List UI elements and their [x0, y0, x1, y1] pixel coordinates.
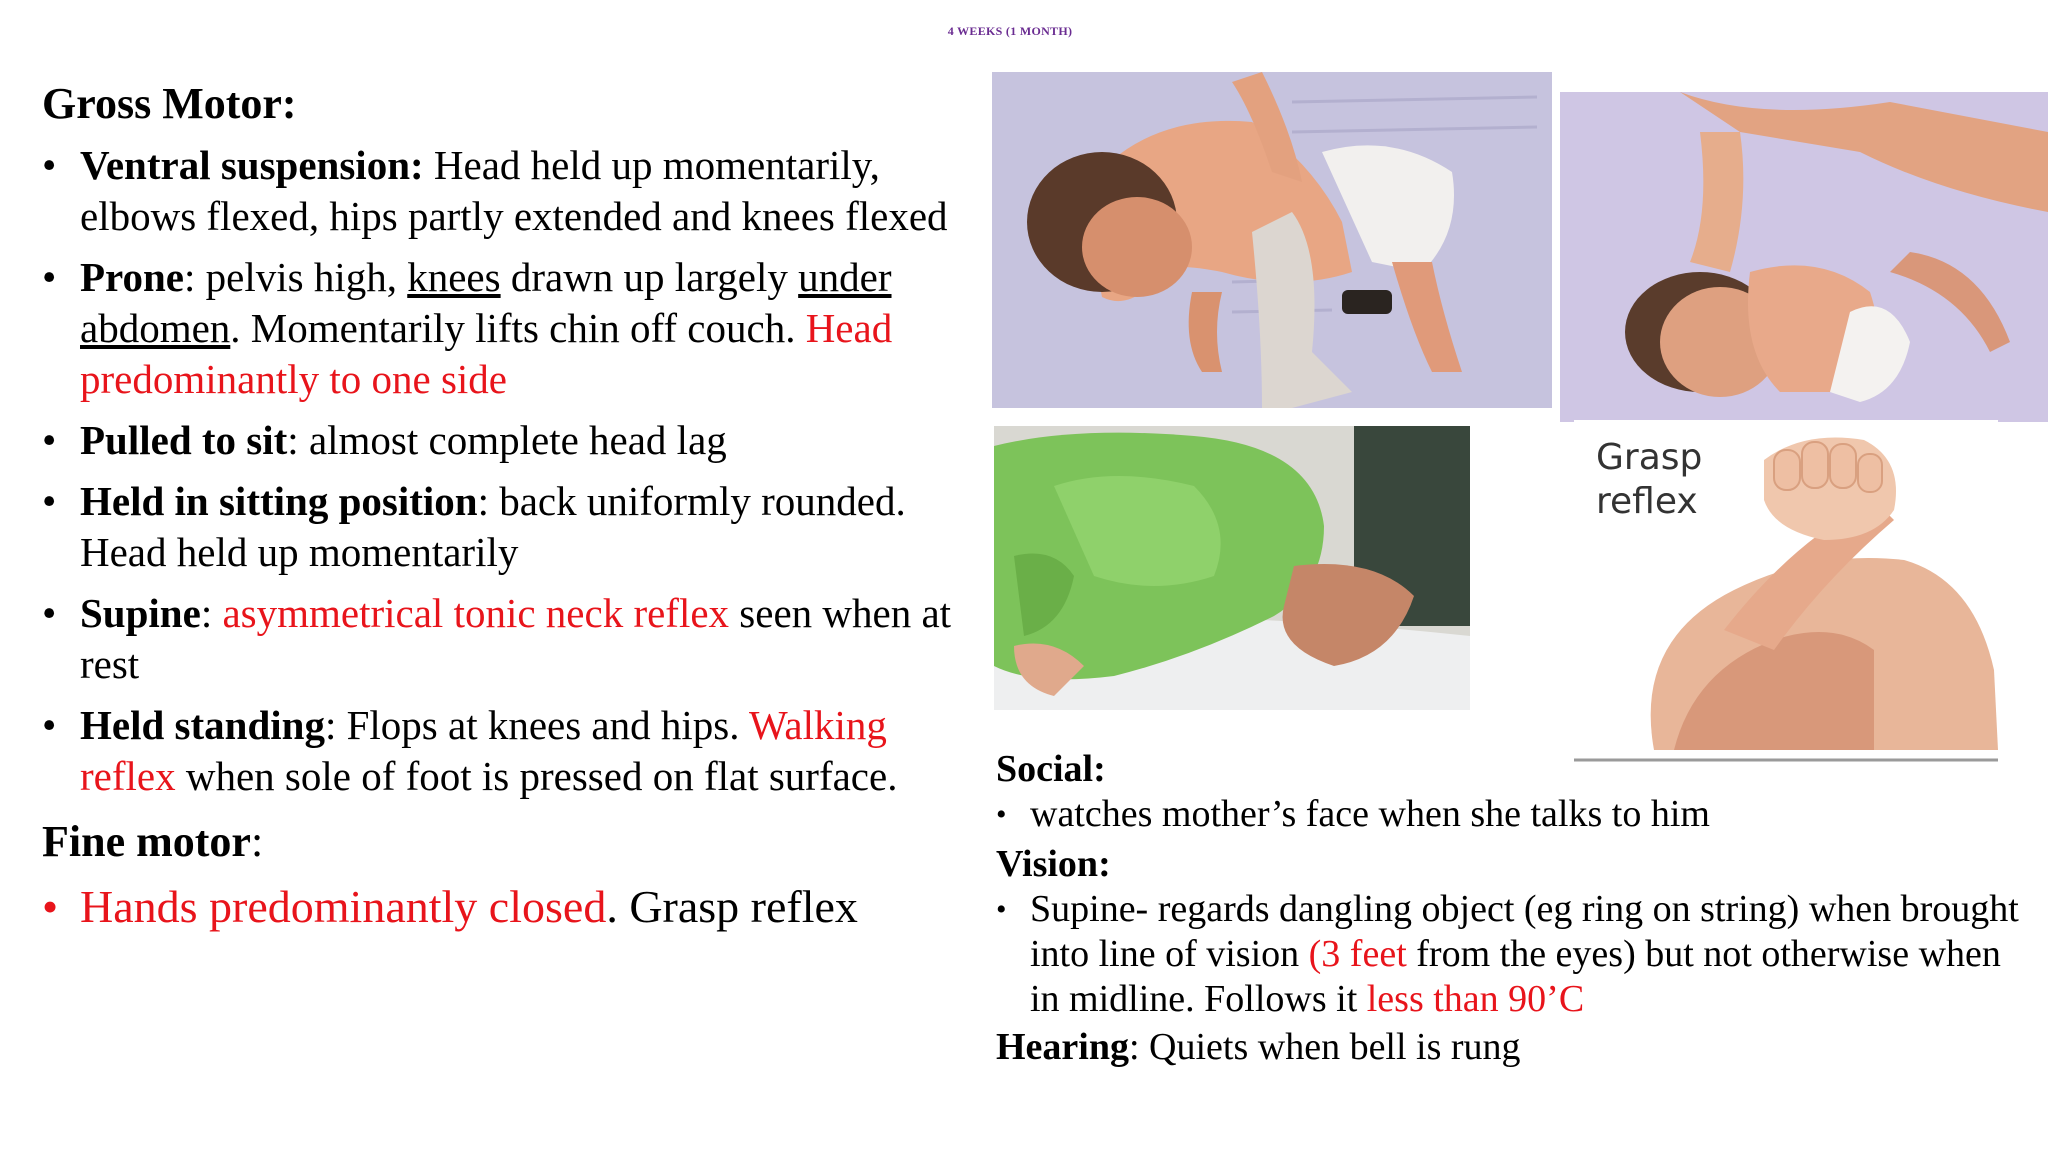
vision-text-2: from the eyes) but not otherwise when in midline. Follows it — [1030, 933, 2001, 1020]
prone-text-1: : pelvis high, — [184, 254, 408, 300]
gross-motor-section — [42, 78, 962, 936]
fine-motor-heading — [42, 816, 962, 868]
ventral-label: Ventral suspension: — [80, 142, 424, 188]
held-standing-label: Held standing — [80, 702, 325, 748]
social-heading: Social: — [996, 748, 1106, 790]
vision-red-1: (3 feet — [1308, 933, 1407, 975]
held-standing-text-2: when sole of foot is pressed on flat surface. — [175, 753, 898, 799]
prone-baby-photo — [994, 426, 1470, 710]
prone-text-3: . Momentarily lifts chin off couch. — [230, 305, 806, 351]
prone-red-text: Head predominantly to one side — [80, 305, 893, 402]
prone-underline-knees: knees — [407, 254, 501, 300]
grasp-label — [1596, 436, 1702, 524]
vision-text-1: Supine- regards dangling object (eg ring on string) when brought into line of vision — [1030, 888, 2019, 975]
list-item-held-standing — [42, 700, 962, 802]
prone-text-2: drawn up largely — [500, 254, 799, 300]
prone-label: Prone — [80, 254, 185, 300]
social-item: • watches mother’s face when she talks to him — [996, 792, 2036, 837]
supine-text-1: : — [200, 590, 223, 636]
ventral-suspension-photo — [992, 72, 1552, 408]
vision-heading: Vision: — [996, 843, 1111, 885]
fine-motor-heading-colon: : — [250, 817, 264, 866]
held-standing-text-1: : Flops at knees and hips. — [324, 702, 749, 748]
grasp-label-line1: Grasp — [1596, 437, 1703, 478]
grasp-label-line2: reflex — [1596, 481, 1698, 522]
gross-motor-list — [42, 140, 962, 802]
supine-text-2: seen when at rest — [80, 590, 952, 687]
pulled-up-photo — [1560, 92, 2048, 422]
social-list — [996, 792, 2036, 837]
hearing-text: : Quiets when bell is rung — [1128, 1026, 1521, 1068]
held-sitting-label: Held in sitting position — [80, 478, 478, 524]
fine-red-text: Hands predominantly closed — [80, 881, 607, 932]
held-sitting-text: : back uniformly rounded. Head held up momentarily — [80, 478, 906, 575]
slide-title: 4 WEEKS (1 MONTH) — [947, 24, 1073, 38]
list-item-prone — [42, 252, 962, 405]
fine-text: . Grasp reflex — [606, 881, 858, 932]
list-item-held-sitting — [42, 476, 962, 578]
fine-motor-list — [42, 878, 962, 936]
vision-red-2: less than 90’C — [1366, 978, 1585, 1020]
vision-item — [996, 887, 2036, 1022]
pulled-label: Pulled to sit — [80, 417, 288, 463]
list-item-hands — [42, 878, 962, 936]
supine-label: Supine — [80, 590, 201, 636]
ventral-text: Head held up momentarily, elbows flexed, hips partly extended and knees flexed — [80, 142, 948, 239]
supine-red-text: asymmetrical tonic neck reflex — [222, 590, 730, 636]
pulled-text: : almost complete head lag — [287, 417, 727, 463]
list-item-pulled-to-sit — [42, 415, 962, 466]
prone-underline-abdomen: under abdomen — [80, 254, 892, 351]
held-standing-red-text: Walking reflex — [80, 702, 887, 799]
fine-motor-heading-text: Fine motor — [42, 817, 251, 866]
right-text-section — [996, 746, 2036, 1072]
hearing-label: Hearing — [996, 1026, 1129, 1068]
list-item-ventral — [42, 140, 962, 242]
gross-motor-heading: Gross Motor: — [42, 79, 297, 128]
hearing-line — [996, 1022, 2036, 1072]
vision-list — [996, 887, 2036, 1022]
list-item-supine — [42, 588, 962, 690]
